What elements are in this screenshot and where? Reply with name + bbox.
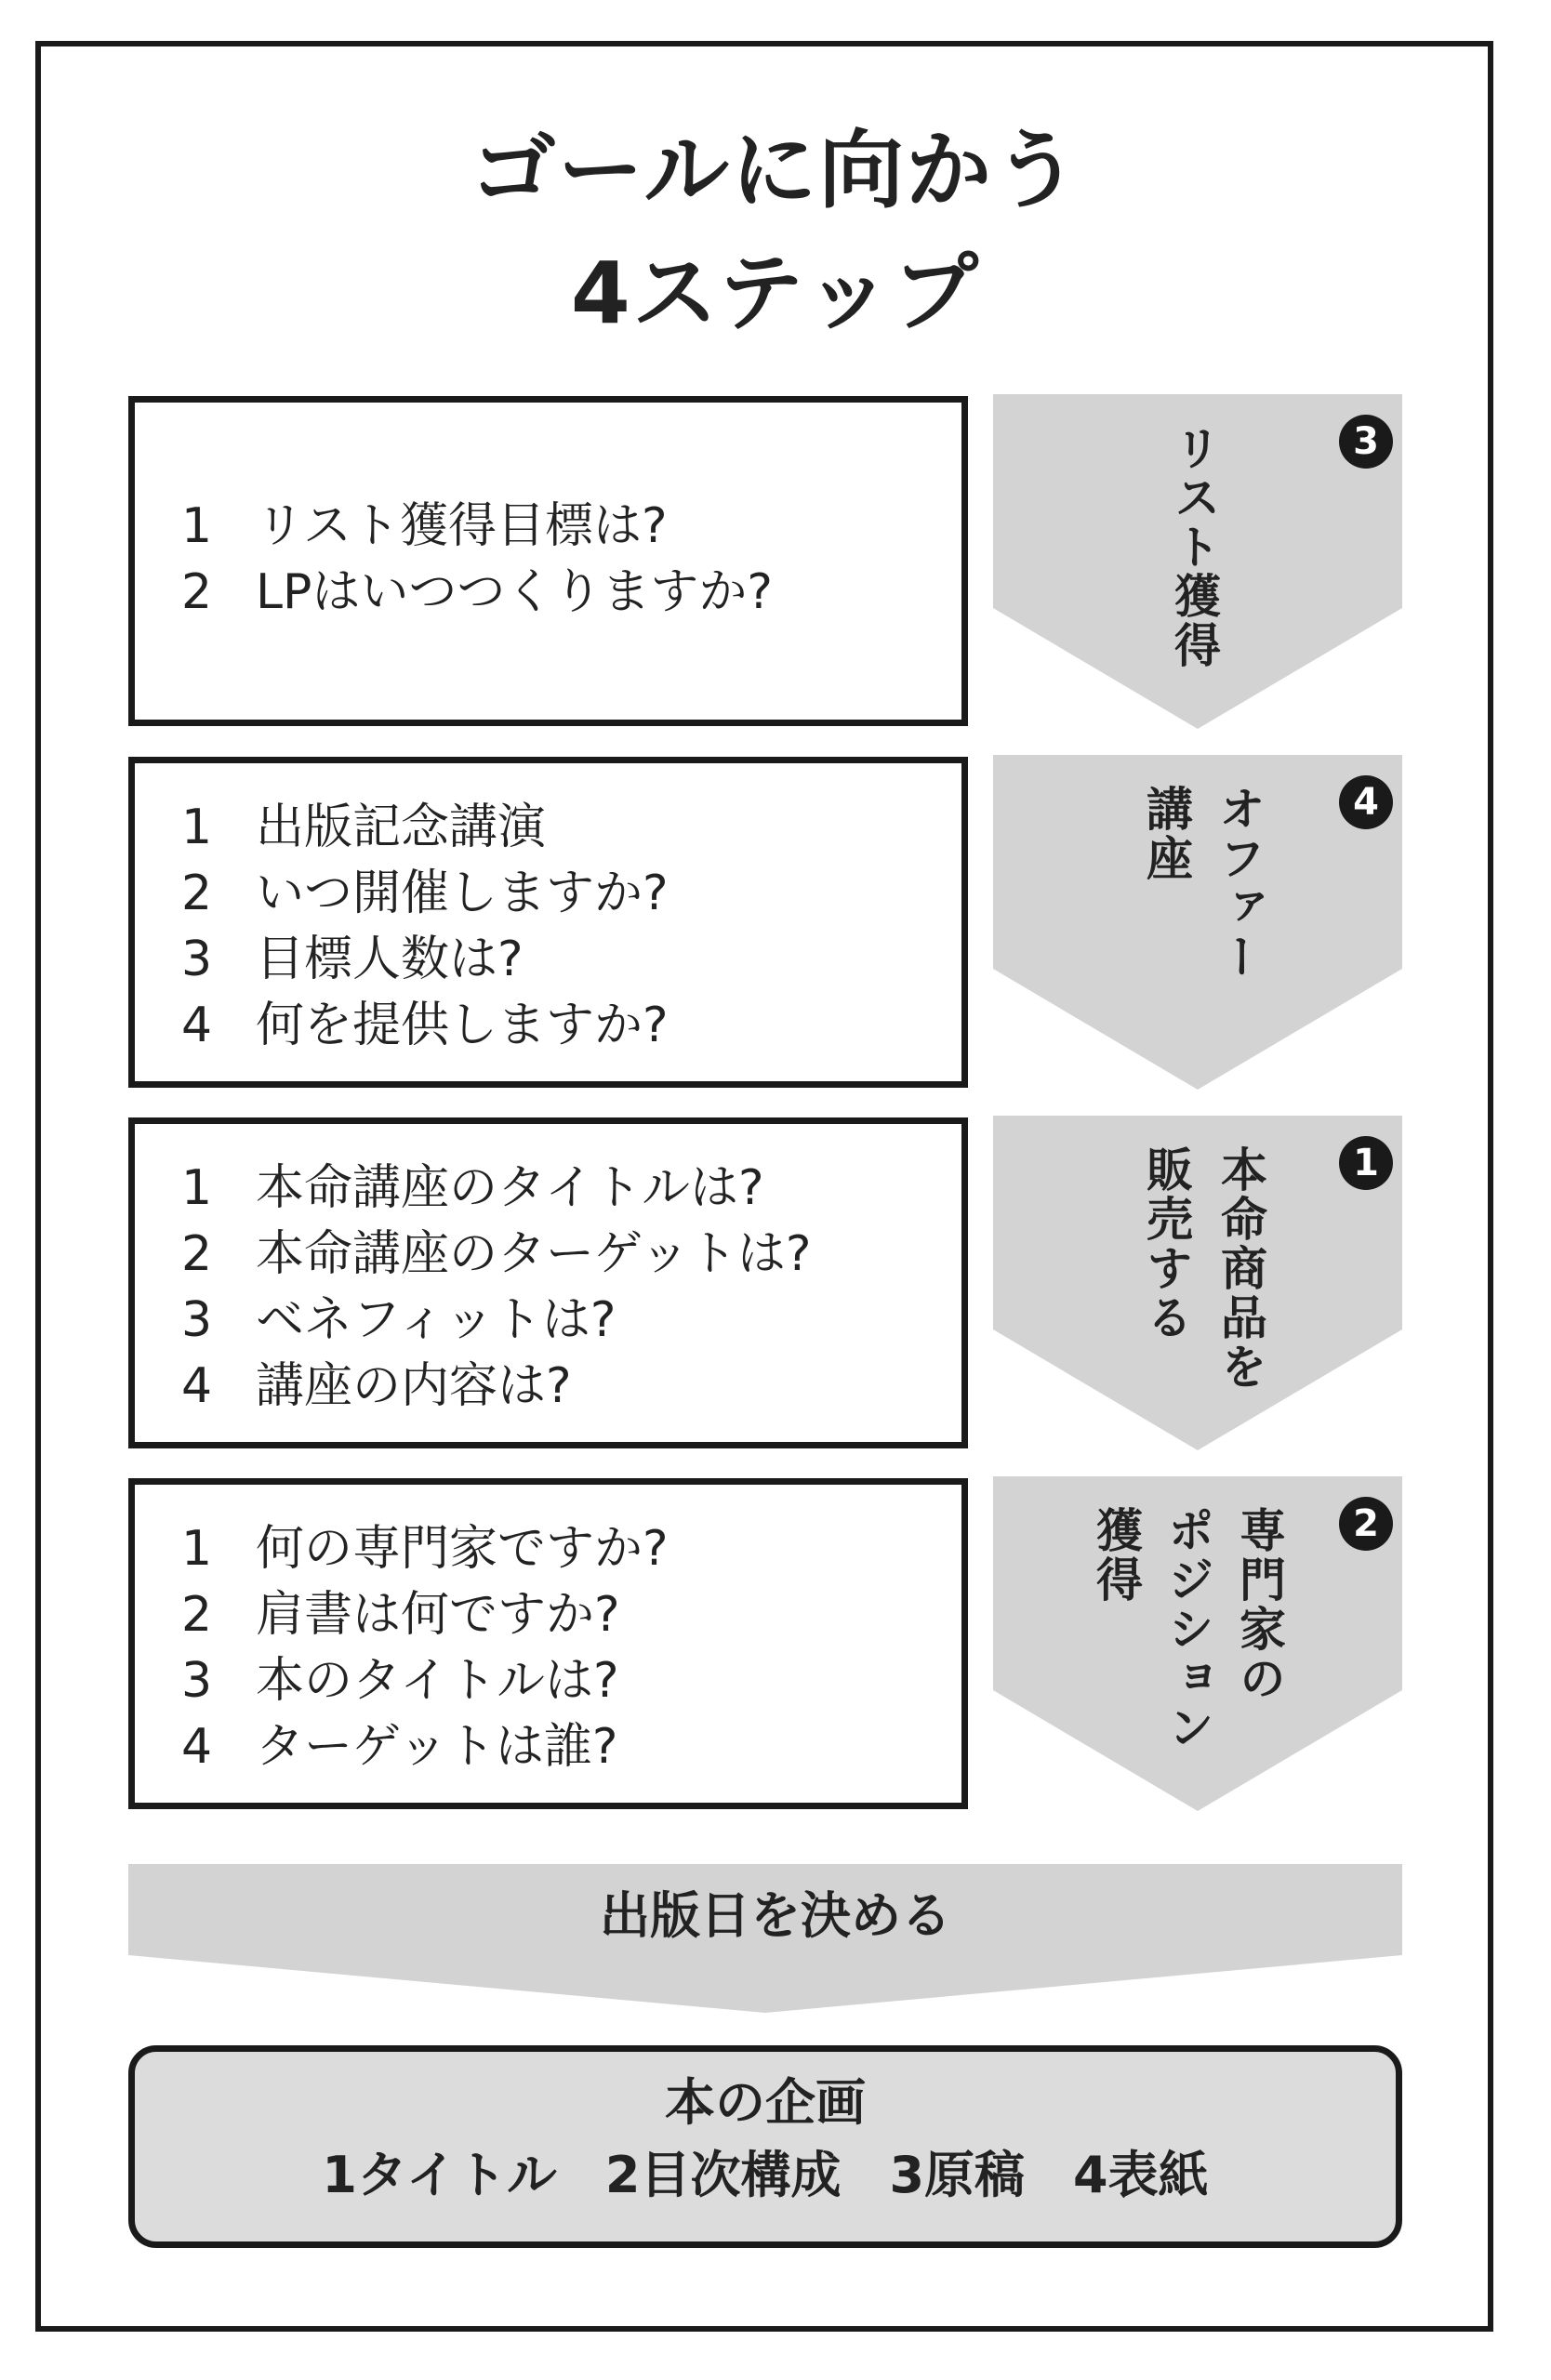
question-item: 4 ターゲットは誰? [181, 1719, 618, 1775]
book-plan-item: 2目次構成 [604, 2146, 842, 2204]
book-plan-items [135, 2145, 1396, 2206]
step-3-label-col-2: 販売する [1139, 1145, 1193, 1342]
question-item: 2 いつ開催しますか? [181, 866, 669, 921]
step-4-question-list [181, 1516, 669, 1780]
book-plan-title: 本の企画 [665, 2073, 866, 2132]
step-number-badge: 1 [1339, 1136, 1393, 1190]
step-3-arrow [993, 1116, 1402, 1450]
step-4-label-col-2: ポジション [1160, 1506, 1214, 1752]
step-1-question-list [181, 494, 773, 626]
step-2-question-list [181, 795, 669, 1059]
question-item: 1 出版記念講演 [181, 800, 547, 855]
step-3-question-box [128, 1117, 968, 1448]
question-item: 4 何を提供しますか? [181, 998, 669, 1053]
question-item: 2 LPはいつつくりますか? [181, 564, 773, 620]
step-4-question-box [128, 1478, 968, 1809]
step-2-label-col-2: 講座 [1139, 785, 1193, 883]
question-item: 3 ベネフィットは? [181, 1292, 616, 1348]
book-plan-item: 1タイトル [322, 2146, 557, 2204]
step-1-arrow [993, 394, 1402, 729]
step-number-badge: 4 [1339, 775, 1393, 829]
book-plan-item: 3原稿 [889, 2146, 1026, 2204]
question-item: 1 本命講座のタイトルは? [181, 1160, 764, 1216]
title-line-2: 4ステップ [570, 244, 981, 343]
question-item: 2 肩書は何ですか? [181, 1587, 620, 1643]
question-item: 1 リスト獲得目標は? [181, 498, 668, 554]
step-number-badge: 3 [1339, 415, 1393, 469]
step-2-question-box [128, 757, 968, 1088]
title-line-1: ゴールに向かう [470, 121, 1081, 220]
step-4-label-col-1: 専門家の [1232, 1506, 1286, 1703]
step-3-label-col-1: 本命商品を [1213, 1145, 1267, 1392]
question-item: 1 何の専門家ですか? [181, 1521, 669, 1577]
step-2-arrow [993, 755, 1402, 1090]
question-item: 4 講座の内容は? [181, 1358, 572, 1414]
step-number-badge: 2 [1339, 1497, 1393, 1551]
step-4-label-col-3: 獲得 [1089, 1506, 1143, 1605]
book-plan-box [128, 2045, 1402, 2248]
step-1-label: リスト獲得 [1167, 424, 1221, 670]
question-item: 3 目標人数は? [181, 932, 524, 987]
publication-date-label: 出版日を決める [600, 1886, 951, 1945]
question-item: 2 本命講座のターゲットは? [181, 1226, 812, 1282]
question-item: 3 本のタイトルは? [181, 1653, 619, 1709]
diagram-title [0, 110, 1551, 355]
step-3-question-list [181, 1156, 812, 1420]
step-2-label-col-1: オファー [1212, 785, 1266, 982]
book-plan-item: 4表紙 [1073, 2146, 1209, 2204]
step-4-arrow [993, 1476, 1402, 1811]
step-1-question-box [128, 396, 968, 726]
